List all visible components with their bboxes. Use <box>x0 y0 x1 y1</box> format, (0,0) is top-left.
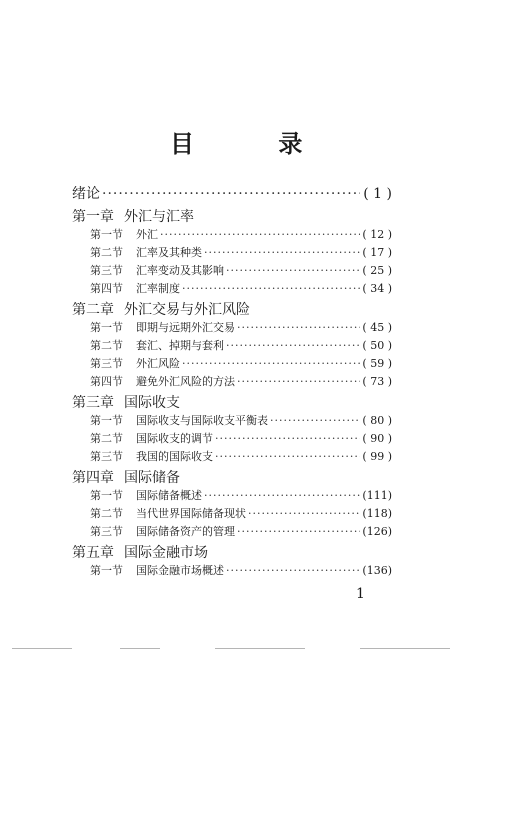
section-page-ref: (126) <box>362 525 392 538</box>
section-page-ref: ( 99 ) <box>362 450 392 463</box>
toc-section-row <box>72 487 392 505</box>
toc-section-row <box>72 355 392 373</box>
toc-section-row <box>72 226 392 244</box>
section-title: 国际收支与国际收支平衡表 <box>136 414 268 427</box>
dot-leader <box>182 357 360 370</box>
scan-artifact-line <box>12 648 72 649</box>
chapter-title: 国际金融市场 <box>124 545 208 561</box>
section-number: 第一节 <box>90 321 123 334</box>
section-page-ref: ( 59 ) <box>362 357 392 370</box>
section-page-ref: (118) <box>362 507 392 520</box>
section-number: 第三节 <box>90 525 123 538</box>
chapter-number: 第三章 <box>72 395 114 411</box>
toc-chapter-row <box>72 206 392 226</box>
dot-leader <box>160 228 360 241</box>
section-number: 第二节 <box>90 339 123 352</box>
toc-section-row <box>72 373 392 391</box>
section-page-ref: ( 73 ) <box>362 375 392 388</box>
section-title: 即期与远期外汇交易 <box>136 321 235 334</box>
toc-section-row <box>72 280 392 298</box>
section-number: 第三节 <box>90 264 123 277</box>
table-of-contents <box>72 183 392 580</box>
dot-leader <box>226 339 360 352</box>
chapter-title: 国际收支 <box>124 395 180 411</box>
dot-leader <box>226 564 360 577</box>
dot-leader <box>248 507 360 520</box>
scan-artifact-line <box>215 648 305 649</box>
section-page-ref: ( 34 ) <box>362 282 392 295</box>
section-page-ref: ( 90 ) <box>362 432 392 445</box>
scan-artifact-line <box>120 648 160 649</box>
toc-section-row <box>72 244 392 262</box>
section-title: 国际收支的调节 <box>136 432 213 445</box>
toc-section-row <box>72 523 392 541</box>
toc-section-row <box>72 337 392 355</box>
section-number: 第三节 <box>90 357 123 370</box>
section-page-ref: ( 80 ) <box>362 414 392 427</box>
scan-artifact-line <box>360 648 450 649</box>
dot-leader <box>204 489 360 502</box>
section-title: 汇率及其种类 <box>136 246 202 259</box>
toc-section-row <box>72 448 392 466</box>
toc-chapter-row <box>72 467 392 487</box>
section-title: 外汇 <box>136 228 158 241</box>
toc-section-row <box>72 430 392 448</box>
section-page-ref: ( 50 ) <box>362 339 392 352</box>
dot-leader <box>182 282 360 295</box>
section-number: 第四节 <box>90 375 123 388</box>
section-number: 第一节 <box>90 414 123 427</box>
section-title: 套汇、掉期与套利 <box>136 339 224 352</box>
dot-leader <box>102 186 360 202</box>
section-title: 我国的国际收支 <box>136 450 213 463</box>
toc-chapter-row <box>72 392 392 412</box>
section-number: 第三节 <box>90 450 123 463</box>
dot-leader <box>215 450 360 463</box>
section-title: 避免外汇风险的方法 <box>136 375 235 388</box>
chapter-title: 国际储备 <box>124 470 180 486</box>
section-page-ref: (136) <box>362 564 392 577</box>
dot-leader <box>237 525 360 538</box>
toc-section-row <box>72 262 392 280</box>
toc-chapter-row <box>72 542 392 562</box>
dot-leader <box>270 414 360 427</box>
dot-leader <box>237 321 360 334</box>
dot-leader <box>237 375 360 388</box>
toc-title: 目 录 <box>170 129 341 158</box>
page-number: 1 <box>356 586 365 602</box>
chapter-number: 第四章 <box>72 470 114 486</box>
section-title: 当代世界国际储备现状 <box>136 507 246 520</box>
section-page-ref: (111) <box>362 489 392 502</box>
section-title: 国际储备资产的管理 <box>136 525 235 538</box>
section-number: 第二节 <box>90 246 123 259</box>
chapter-title: 外汇与汇率 <box>124 209 194 225</box>
preface-page-ref: ( 1 ) <box>363 186 392 202</box>
toc-chapter-row <box>72 299 392 319</box>
section-number: 第二节 <box>90 432 123 445</box>
dot-leader <box>204 246 360 259</box>
section-number: 第一节 <box>90 489 123 502</box>
toc-section-row <box>72 562 392 580</box>
chapter-number: 第一章 <box>72 209 114 225</box>
chapter-number: 第二章 <box>72 302 114 318</box>
section-number: 第四节 <box>90 282 123 295</box>
chapter-number: 第五章 <box>72 545 114 561</box>
section-page-ref: ( 12 ) <box>362 228 392 241</box>
section-title: 外汇风险 <box>136 357 180 370</box>
toc-section-row <box>72 412 392 430</box>
section-page-ref: ( 17 ) <box>362 246 392 259</box>
toc-section-row <box>72 505 392 523</box>
dot-leader <box>215 432 360 445</box>
chapter-title: 外汇交易与外汇风险 <box>124 302 250 318</box>
section-title: 国际储备概述 <box>136 489 202 502</box>
section-number: 第二节 <box>90 507 123 520</box>
section-title: 国际金融市场概述 <box>136 564 224 577</box>
preface-label: 绪论 <box>72 186 100 202</box>
section-page-ref: ( 25 ) <box>362 264 392 277</box>
section-title: 汇率变动及其影响 <box>136 264 224 277</box>
dot-leader <box>226 264 360 277</box>
toc-preface-row <box>72 183 392 205</box>
section-number: 第一节 <box>90 228 123 241</box>
section-page-ref: ( 45 ) <box>362 321 392 334</box>
section-number: 第一节 <box>90 564 123 577</box>
section-title: 汇率制度 <box>136 282 180 295</box>
chapter-list <box>72 206 392 580</box>
toc-section-row <box>72 319 392 337</box>
